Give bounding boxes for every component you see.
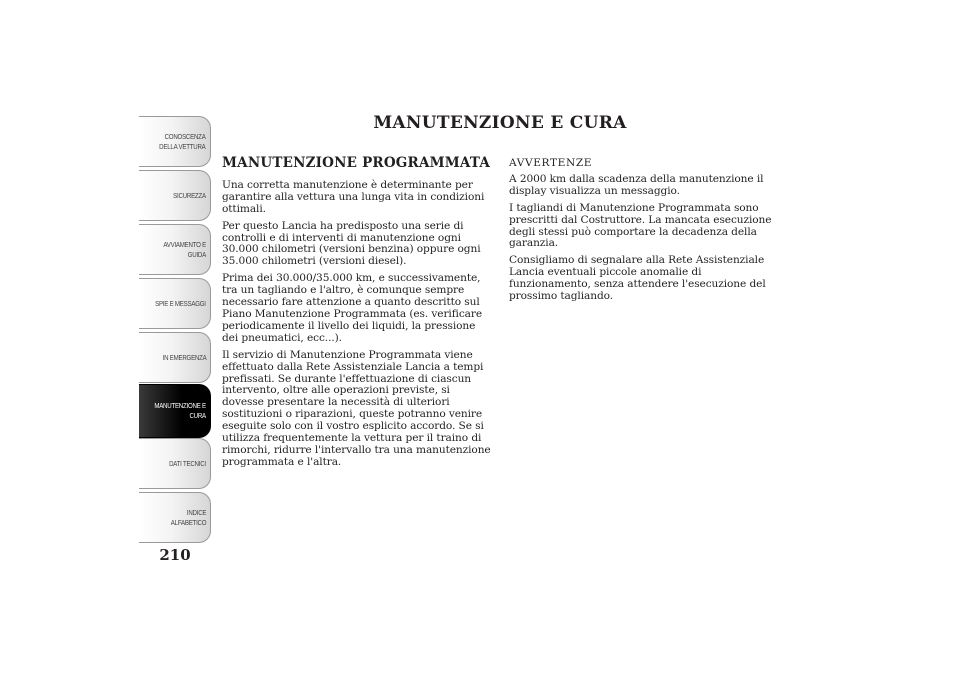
tab-label: AVVIAMENTO E GUIDA [163, 239, 206, 259]
page-number: 210 [159, 546, 191, 564]
tab-spie-e-messaggi[interactable] [139, 278, 211, 329]
paragraph: Per questo Lancia ha predisposto una serie di controlli e di interventi di manutenzione ogni 30.000 chilometri (versioni benzina) oppure ogni 35.000 chilometri (versioni diesel). [222, 219, 481, 268]
tab-label: INDICE ALFABETICO [170, 507, 206, 527]
paragraph: Una corretta manutenzione è determinante per garantire alla vettura una lunga vita in condizioni ottimali. [222, 178, 485, 215]
tab-conoscenza-della-vettura[interactable] [139, 116, 211, 167]
warning-heading: AVVERTENZE [509, 157, 593, 169]
tab-label: SPIE E MESSAGGI [155, 298, 206, 308]
tab-dati-tecnici[interactable] [139, 438, 211, 489]
paragraph: Prima dei 30.000/35.000 km, e successivamente, tra un tagliando e l'altro, è comunque sempre necessario fare attenzione a quanto descritto sul Piano Manutenzione Programmata (es. verificare periodicamente il livello dei liquidi, la pressione dei pneumatici, ecc...). [222, 272, 483, 344]
tab-label: IN EMERGENZA [162, 352, 206, 362]
tab-label: CONOSCENZA DELLA VETTURA [159, 131, 206, 151]
paragraph: Il servizio di Manutenzione Programmata viene effettuato dalla Rete Assistenziale Lancia a tempi prefissati. Se durante l'effettuazione di ciascun intervento, oltre alle operazioni previste, si dovesse presentare la necessità di ulteriori sostituzioni o riparazioni, queste potranno venire eseguite solo con il vostro esplicito accordo. Se si utilizza frequentemente la vettura per il traino di rimorchi, ridurre l'intervallo tra una manutenzione programmata e l'altra. [222, 348, 491, 468]
tab-label: MANUTENZIONE E CURA [154, 401, 206, 420]
page-title: MANUTENZIONE E CURA [373, 113, 627, 133]
tab-label: DATI TECNICI [169, 458, 206, 468]
paragraph: I tagliandi di Manutenzione Programmata sono prescritti dal Costruttore. La mancata esecuzione degli stessi può comportare la decadenza della garanzia. [509, 201, 772, 250]
left-column [222, 155, 492, 474]
tab-avviamento-e-guida[interactable] [139, 224, 211, 275]
paragraph: Consigliamo di segnalare alla Rete Assistenziale Lancia eventuali piccole anomalie di funzionamento, senza attendere l'esecuzione del prossimo tagliando. [509, 254, 766, 303]
tab-indice-alfabetico[interactable] [139, 492, 211, 543]
tab-manutenzione-e-cura[interactable] [139, 384, 211, 438]
paragraph: A 2000 km dalla scadenza della manutenzione il display visualizza un messaggio. [509, 172, 764, 197]
right-column [509, 158, 779, 308]
section-heading: MANUTENZIONE PROGRAMMATA [222, 155, 491, 171]
tab-in-emergenza[interactable] [139, 332, 211, 383]
tab-sicurezza[interactable] [139, 170, 211, 221]
tab-label: SICUREZZA [173, 190, 206, 200]
